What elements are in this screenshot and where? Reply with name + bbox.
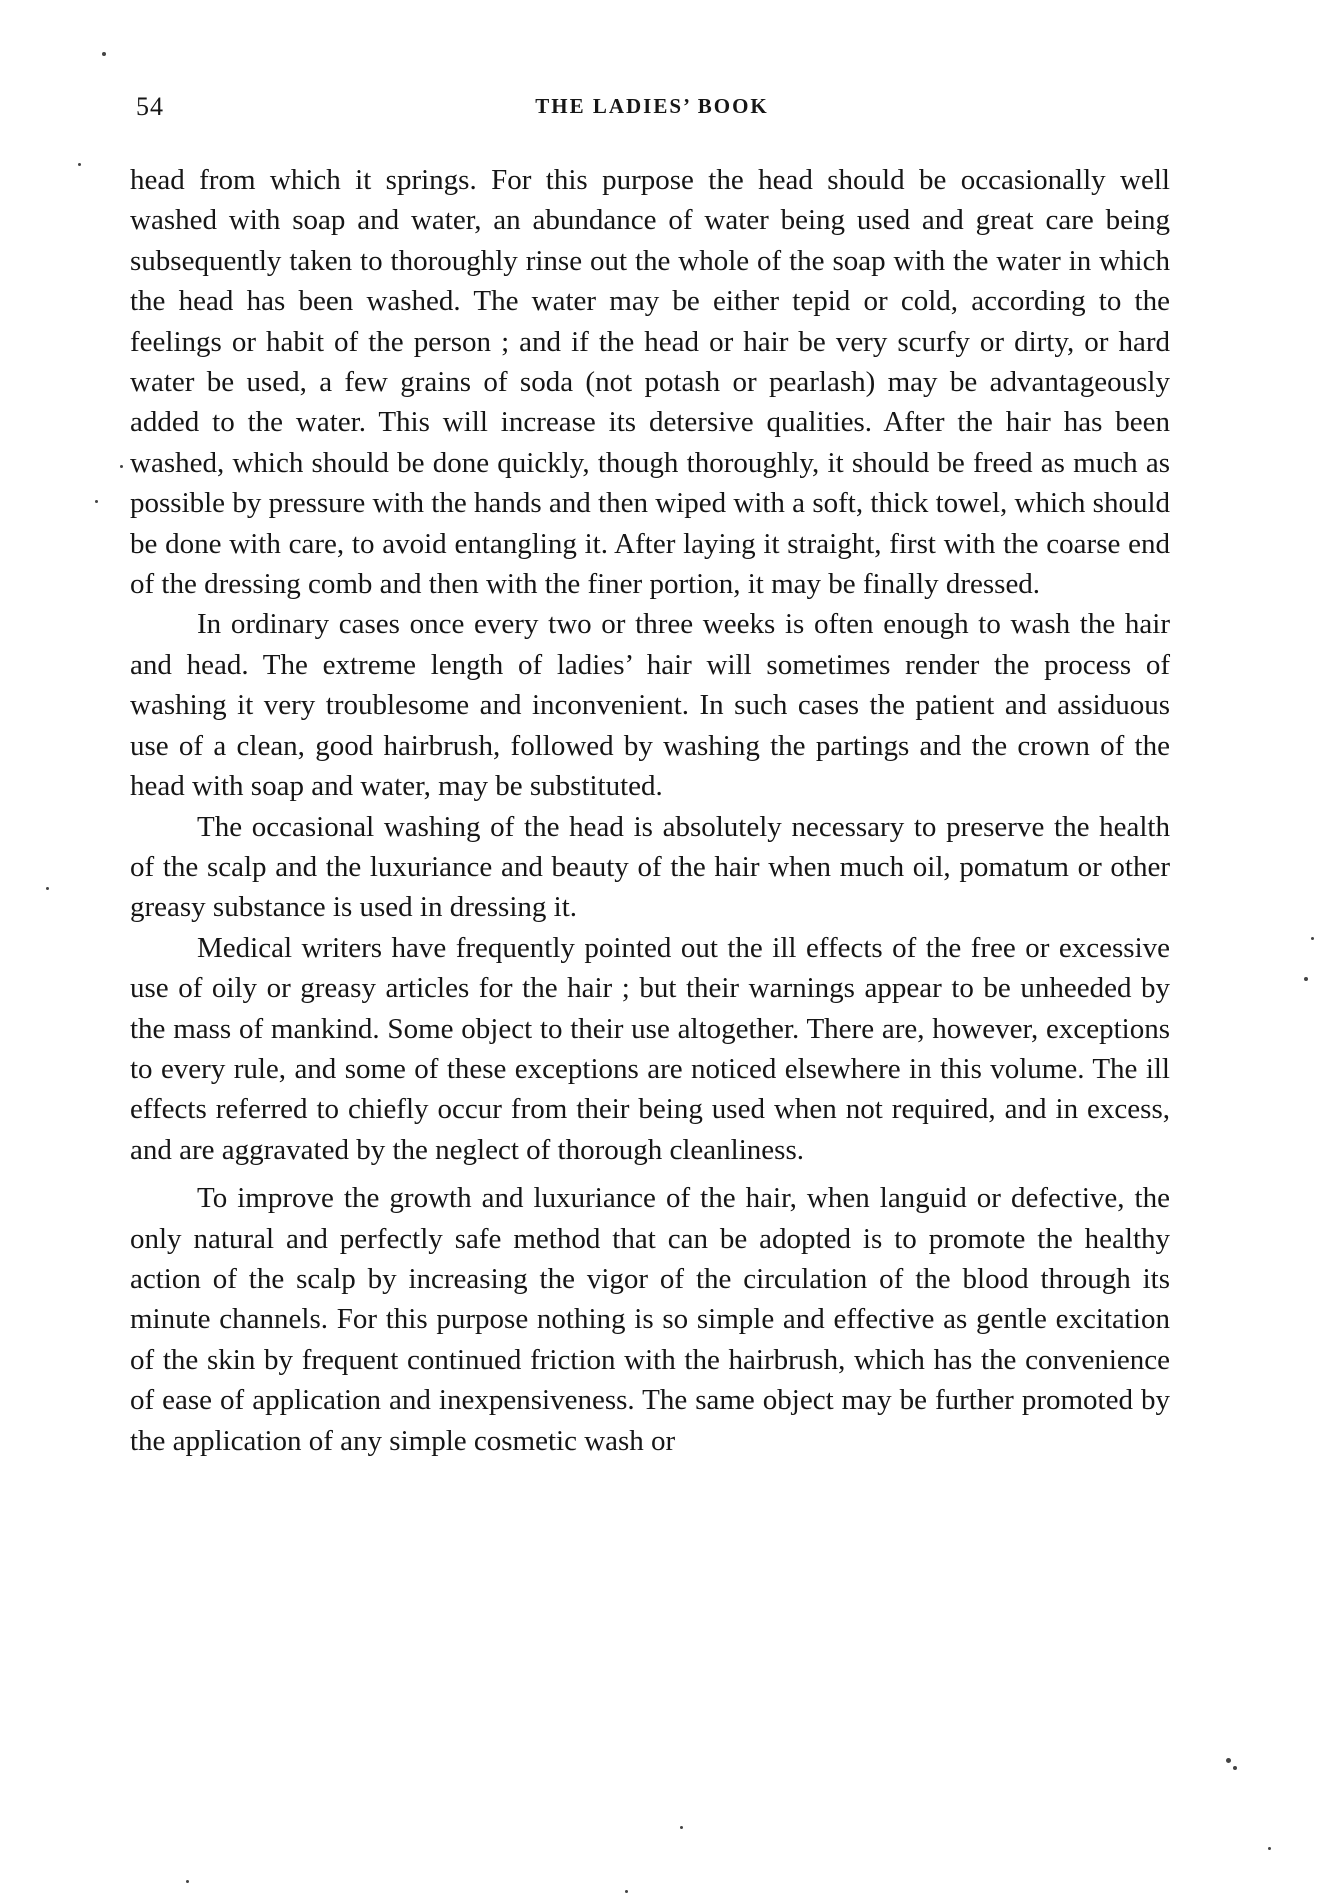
paragraph-3: The occasional washing of the head is absolutely necessary to preserve the health of the scalp and the luxuriance and beauty of the hair when much oil, pomatum or other greasy substance is used in dressing it. xyxy=(130,810,1170,924)
paragraph-5: To improve the growth and luxuriance of the hair, when languid or defective, the only natural and perfectly safe method that can be adopted is to promote the healthy action of the scalp by increasing the vigor of the circulation of the blood through its minute channels. For this purpose nothing is so simple and effective as gentle excitation of the skin by frequent continued friction with the hairbrush, which has the convenience of ease of application and inexpensiveness. The same object may be further promoted by the application of any simple cosmetic wash or xyxy=(130,1182,1170,1457)
scan-speck xyxy=(1311,937,1314,940)
scan-speck xyxy=(680,1826,683,1829)
paragraph-2: In ordinary cases once every two or three weeks is often enough to wash the hair and head. The extreme length of ladies’ hair will sometimes render the process of washing it very troublesome and inconvenient. In such cases the patient and assiduous use of a clean, good hairbrush, followed by washing the partings and the crown of the head with soap and water, may be substituted. xyxy=(130,608,1170,803)
scan-speck xyxy=(1304,977,1308,981)
scan-speck xyxy=(78,163,81,166)
scan-speck xyxy=(625,1890,628,1893)
scan-speck xyxy=(1268,1847,1271,1850)
scan-speck xyxy=(102,52,106,56)
paragraph-1: head from which it springs. For this purpose the head should be occasionally well washed with soap and water, an abundance of water being used and great care being subsequently taken to thoroughly rinse out the whole of the soap with the water in which the head has been washed. The water may be either tepid or cold, according to the feelings or habit of the person ; and if the head or hair be very scurfy or dirty, or hard water be used, a few grains of soda (not potash or pearlash) may be advantageously added to the water. This will increase its detersive qualities. After the hair has been washed, which should be done quickly, though thoroughly, it should be freed as much as possible by pressure with the hands and then wiped with a soft, thick towel, which should be done with care, to avoid entangling it. After laying it straight, first with the coarse end of the dressing comb and then with the finer portion, it may be finally dressed. xyxy=(130,164,1170,601)
page-header xyxy=(132,92,1172,132)
paragraph-4: Medical writers have frequently pointed out the ill effects of the free or excessive use of oily or greasy articles for the hair ; but their warnings appear to be unheeded by the mass of mankind. Some object to their use altogether. There are, however, exceptions to every rule, and some of these exceptions are noticed elsewhere in this volume. The ill effects referred to chiefly occur from their being used when not required, and in excess, and are aggravated by the neglect of thorough cleanliness. xyxy=(130,931,1170,1166)
scan-speck xyxy=(1233,1766,1237,1770)
scan-speck xyxy=(186,1880,189,1883)
running-title: THE LADIES’ BOOK xyxy=(535,94,769,118)
scan-speck xyxy=(46,887,49,890)
page-number: 54 xyxy=(136,92,164,121)
body-text xyxy=(130,160,1170,1461)
scan-speck xyxy=(1226,1758,1231,1763)
scan-speck xyxy=(95,500,98,503)
scan-speck xyxy=(120,465,123,468)
